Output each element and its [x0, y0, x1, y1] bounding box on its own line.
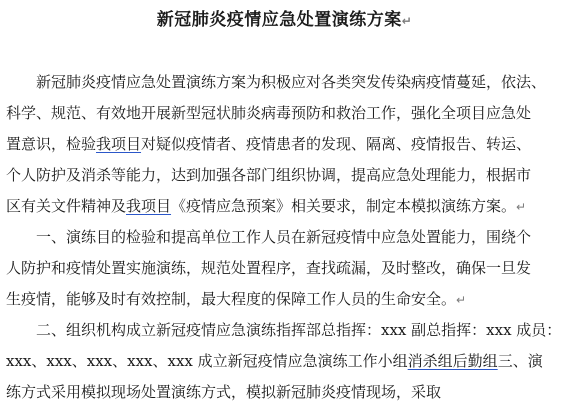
text-run: 区有关文件精神及: [6, 197, 127, 215]
text-line: [6, 72, 546, 92]
text-run: 生疫情，能够及时有效控制，最大程度的保障工作人员的生命安全。: [6, 290, 457, 308]
text-run: 二、组织机构成立新冠疫情应急演练指挥部总指挥：xxx 副总指挥：xxx 成员：: [36, 321, 562, 339]
text-line: [6, 196, 526, 217]
title-text: 新冠肺炎疫情应急处置演练方案: [156, 10, 402, 30]
paragraph-mark-icon: ↵: [456, 293, 467, 307]
text-line: [6, 134, 531, 154]
paragraph-mark-icon: ↵: [401, 14, 413, 28]
text-run: 科学、规范、有效地开展新型冠状肺炎病毒预防和救治工作，强化全项目应急处: [6, 104, 532, 122]
paragraph-mark-icon: ↵: [516, 200, 527, 214]
text-run: 新冠肺炎疫情应急处置演练方案为积极应对各类突发传染病疫情蔓延，依法、: [36, 73, 547, 91]
text-line: [6, 320, 561, 340]
text-line: [6, 258, 531, 278]
text-run: 对疑似疫情者、疫情患者的发现、隔离、疫情报告、转运、: [141, 135, 532, 153]
text-run: 练方式采用模拟现场处置演练方式，模拟新冠肺炎疫情现场，采取: [6, 383, 442, 401]
underlined-text: 我项目: [96, 135, 142, 153]
underlined-text: 消杀组后勤组: [407, 352, 498, 370]
text-run: 置意识，检验: [6, 135, 97, 153]
text-run: 人防护和疫情处置实施演练，规范处置程序，查找疏漏，及时整改，确保一旦发: [6, 259, 532, 277]
text-line: [6, 382, 441, 402]
text-run: 《疫情应急预案》相关要求，制定本模拟演练方案。: [171, 197, 517, 215]
text-line: [6, 165, 531, 185]
text-run: xxx、xxx、xxx、xxx、xxx 成立新冠疫情应急演练工作小组: [6, 352, 408, 370]
text-run: 三、演: [497, 352, 543, 370]
text-line: [6, 289, 466, 310]
text-line: [6, 103, 531, 123]
text-run: 一、演练目的检验和提高单位工作人员在新冠疫情中应急处置能力，围绕个: [36, 228, 532, 246]
text-run: 个人防护及消杀等能力，达到加强各部门组织协调，提高应急处理能力，根据市: [6, 166, 532, 184]
text-line: [6, 351, 543, 371]
underlined-text: 我项目: [126, 197, 172, 215]
text-line: [6, 227, 531, 247]
document-title: [0, 8, 569, 33]
